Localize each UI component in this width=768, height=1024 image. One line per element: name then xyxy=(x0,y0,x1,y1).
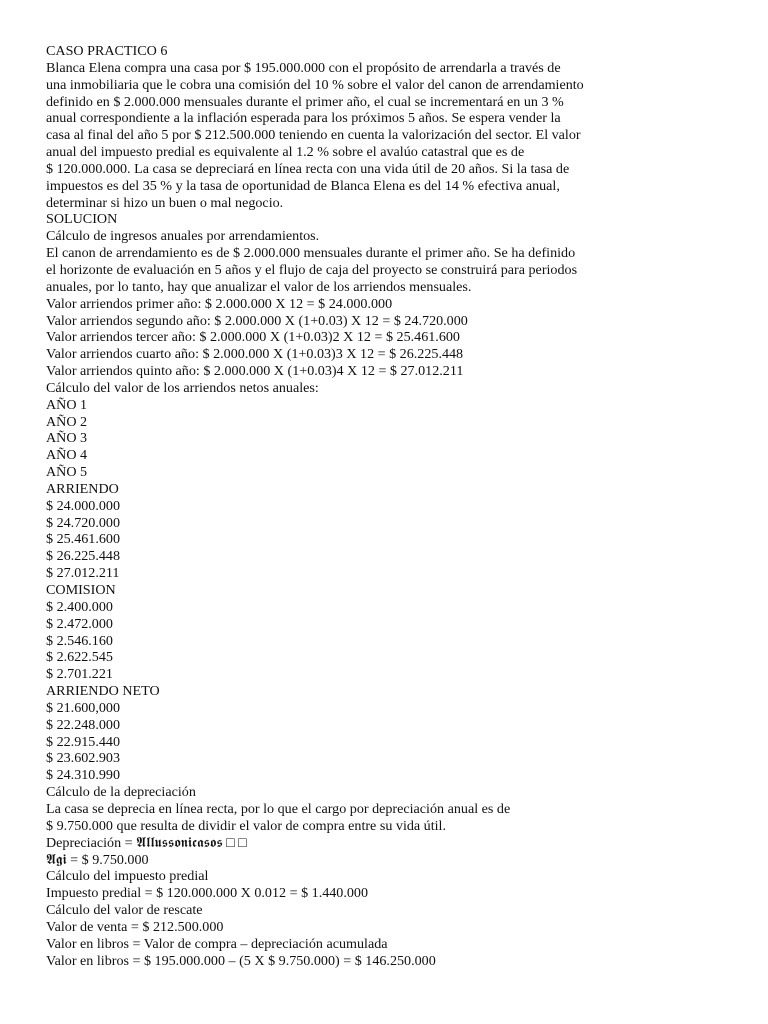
commission-value: $ 2.622.545 xyxy=(46,649,113,666)
rent-value: $ 27.012.211 xyxy=(46,565,120,582)
case-title: CASO PRACTICO 6 xyxy=(46,43,168,59)
commission-column-heading: COMISION xyxy=(46,582,116,598)
income-text-line: anuales, por lo tanto, hay que anualizar el valor de los arriendos mensuales. xyxy=(46,278,472,295)
problem-line: $ 120.000.000. La casa se depreciará en línea recta con una vida útil de 20 años. Si la tasa de xyxy=(46,160,570,177)
problem-line: determinar si hizo un buen o mal negocio. xyxy=(46,194,284,211)
year-label: AÑO 5 xyxy=(46,464,88,481)
year-label: AÑO 4 xyxy=(46,447,88,464)
rent-year-3-line: Valor arriendos tercer año: $ 2.000.000 X (1+0.03)2 X 12 = $ 25.461.600 xyxy=(46,329,460,346)
section-heading-net-rent: Cálculo del valor de los arriendos netos anuales: xyxy=(46,379,319,396)
problem-line: casa al final del año 5 por $ 212.500.000 teniendo en cuenta la valorización del sector. El valor xyxy=(46,127,581,144)
income-text-line: El canon de arrendamiento es de $ 2.000.000 mensuales durante el primer año. Se ha definido xyxy=(46,245,576,262)
rent-year-5-line: Valor arriendos quinto año: $ 2.000.000 X (1+0.03)4 X 12 = $ 27.012.211 xyxy=(46,363,464,380)
problem-line: Blanca Elena compra una casa por $ 195.000.000 con el propósito de arrendarla a través de xyxy=(46,59,561,76)
rent-year-4-line: Valor arriendos cuarto año: $ 2.000.000 X (1+0.03)3 X 12 = $ 26.225.448 xyxy=(46,346,464,363)
net-rent-value: $ 21.600,000 xyxy=(46,699,120,716)
solution-heading: SOLUCION xyxy=(46,211,118,228)
problem-line: impuestos es del 35 % y la tasa de oportunidad de Blanca Elena es del 14 % efectiva anual, xyxy=(46,177,560,194)
depreciation-text-line: $ 9.750.000 que resulta de dividir el valor de compra entre su vida útil. xyxy=(46,817,446,834)
depreciation-formula-line: Depreciación = 𝕬𝖑𝖑𝖚𝖘𝖘𝖔𝖓𝖎𝖈𝖆𝖘𝖔𝖘 □ □ xyxy=(46,834,247,851)
rent-value: $ 24.720.000 xyxy=(46,514,120,531)
problem-line: anual correspondiente a la inflación esperada para los próximos 5 años. Se espera vender la xyxy=(46,110,561,127)
commission-value: $ 2.400.000 xyxy=(46,598,113,615)
rent-year-2-line: Valor arriendos segundo año: $ 2.000.000 X (1+0.03) X 12 = $ 24.720.000 xyxy=(46,312,468,329)
commission-value: $ 2.701.221 xyxy=(46,666,113,683)
year-label: AÑO 3 xyxy=(46,430,88,447)
section-heading-depreciation: Cálculo de la depreciación xyxy=(46,784,196,801)
rent-column-heading: ARRIENDO xyxy=(46,480,119,497)
net-rent-value: $ 23.602.903 xyxy=(46,750,120,767)
problem-line: anual del impuesto predial es equivalente al 1.2 % sobre el avalúo catastral que es de xyxy=(46,144,525,161)
commission-value: $ 2.546.160 xyxy=(46,632,113,649)
net-rent-value: $ 24.310.990 xyxy=(46,767,120,784)
problem-line: una inmobiliaria que le cobra una comisión del 10 % sobre el valor del canon de arrendamiento xyxy=(46,76,584,93)
net-rent-column-heading: ARRIENDO NETO xyxy=(46,683,160,700)
document-body xyxy=(46,43,646,969)
book-value-calculation-line: Valor en libros = $ 195.000.000 – (5 X $ 9.750.000) = $ 146.250.000 xyxy=(46,952,436,969)
rent-value: $ 25.461.600 xyxy=(46,531,120,548)
section-heading-property-tax: Cálculo del impuesto predial xyxy=(46,868,209,885)
section-heading-income: Cálculo de ingresos anuales por arrendamientos. xyxy=(46,228,320,245)
year-label: AÑO 1 xyxy=(46,396,88,413)
rent-value: $ 26.225.448 xyxy=(46,548,120,565)
sale-value-line: Valor de venta = $ 212.500.000 xyxy=(46,918,224,935)
section-heading-salvage: Cálculo del valor de rescate xyxy=(46,902,203,919)
book-value-definition-line: Valor en libros = Valor de compra – depreciación acumulada xyxy=(46,935,388,952)
net-rent-value: $ 22.915.440 xyxy=(46,733,120,750)
net-rent-value: $ 22.248.000 xyxy=(46,716,120,733)
rent-value: $ 24.000.000 xyxy=(46,497,120,514)
income-text-line: el horizonte de evaluación en 5 años y el flujo de caja del proyecto se construirá para periodos xyxy=(46,261,578,278)
year-label: AÑO 2 xyxy=(46,413,88,430)
property-tax-line: Impuesto predial = $ 120.000.000 X 0.012 = $ 1.440.000 xyxy=(46,885,369,902)
depreciation-text-line: La casa se deprecia en línea recta, por lo que el cargo por depreciación anual es de xyxy=(46,800,511,817)
commission-value: $ 2.472.000 xyxy=(46,615,113,632)
depreciation-result-line: 𝕬𝖌𝖎 = $ 9.750.000 xyxy=(46,851,149,868)
problem-line: definido en $ 2.000.000 mensuales durante el primer año, el cual se incrementará en un 3 % xyxy=(46,93,564,110)
rent-year-1-line: Valor arriendos primer año: $ 2.000.000 X 12 = $ 24.000.000 xyxy=(46,295,393,312)
